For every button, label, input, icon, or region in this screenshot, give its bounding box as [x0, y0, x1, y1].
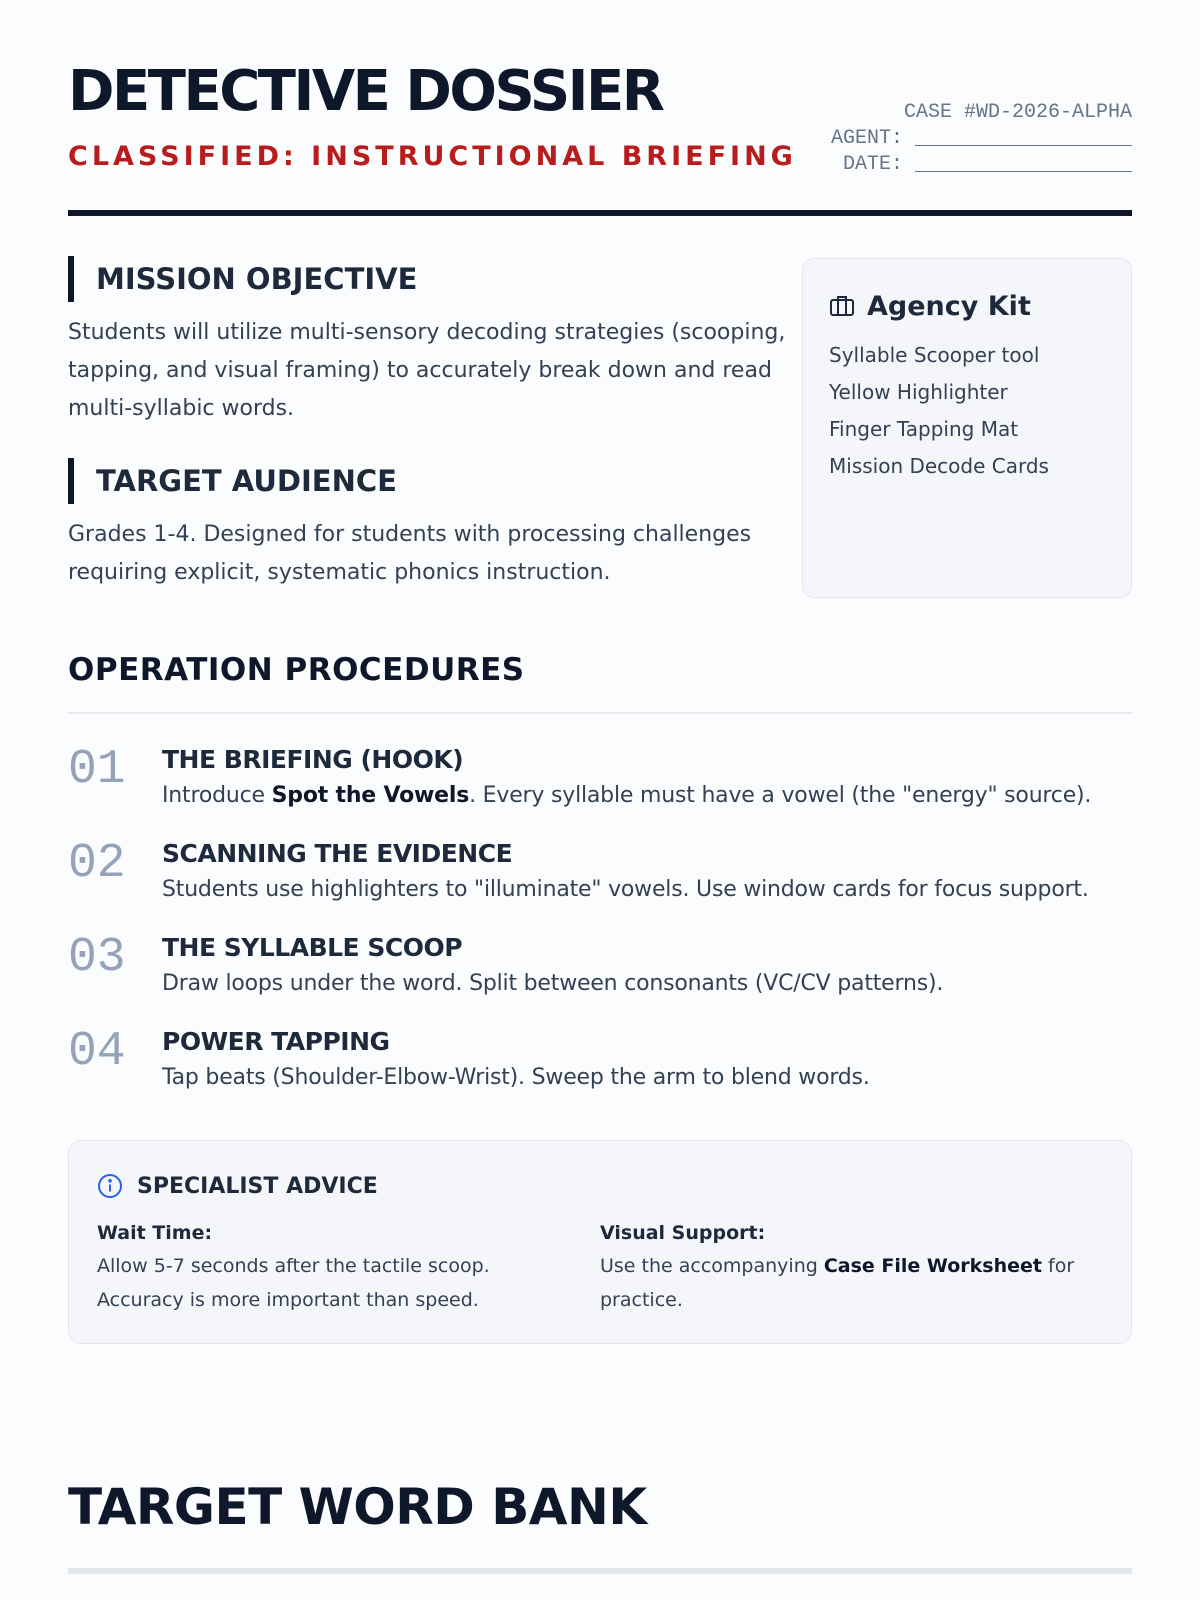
agent-blank-line: [915, 132, 1132, 146]
step-description: Draw loops under the word. Split between consonants (VC/CV patterns).: [162, 971, 944, 996]
word-bank-divider: [68, 1568, 1132, 1574]
mission-heading: MISSION OBJECTIVE: [68, 256, 417, 302]
step-title: SCANNING THE EVIDENCE: [162, 839, 513, 868]
kit-item: Finger Tapping Mat: [829, 417, 1019, 441]
header-divider: [68, 210, 1132, 216]
step-number: 04: [68, 1025, 126, 1079]
procedure-step: [68, 742, 1132, 836]
info-icon: [97, 1173, 123, 1199]
agent-field: [822, 126, 1132, 152]
case-info: [822, 100, 1132, 178]
step-description: Students use highlighters to "illuminate" vowels. Use window cards for focus support.: [162, 877, 1089, 902]
audience-heading: TARGET AUDIENCE: [68, 458, 397, 504]
page-subtitle: CLASSIFIED: INSTRUCTIONAL BRIEFING: [68, 141, 797, 172]
briefcase-icon: [829, 294, 855, 318]
dossier-header: [68, 0, 1132, 218]
visual-support-text: Use the accompanying Case File Worksheet for practice.: [600, 1255, 1075, 1311]
wait-time-text: Allow 5-7 seconds after the tactile scoop. Accuracy is more important than speed.: [97, 1255, 490, 1311]
agency-kit-card: [802, 258, 1132, 598]
procedure-step: [68, 836, 1132, 930]
visual-support-tip: [600, 1217, 1103, 1317]
step-title: THE SYLLABLE SCOOP: [162, 933, 463, 962]
procedure-step: [68, 930, 1132, 1024]
visual-support-label: Visual Support:: [600, 1222, 766, 1244]
procedure-steps: [68, 742, 1132, 1118]
wait-time-label: Wait Time:: [97, 1222, 213, 1244]
date-blank-line: [915, 158, 1132, 172]
step-description: Introduce Spot the Vowels. Every syllable must have a vowel (the "energy" source).: [162, 783, 1092, 808]
date-field: [822, 152, 1132, 178]
page-title: DETECTIVE DOSSIER: [68, 59, 663, 124]
specialist-advice-card: [68, 1140, 1132, 1344]
advice-columns: [97, 1217, 1103, 1317]
step-number: 03: [68, 931, 126, 985]
step-title: THE BRIEFING (HOOK): [162, 745, 464, 774]
step-description: Tap beats (Shoulder-Elbow-Wrist). Sweep the arm to blend words.: [162, 1065, 870, 1090]
word-bank-heading: TARGET WORD BANK: [68, 1478, 647, 1536]
advice-title: SPECIALIST ADVICE: [137, 1173, 378, 1199]
step-title: POWER TAPPING: [162, 1027, 390, 1056]
case-number: CASE #WD-2026-ALPHA: [903, 101, 1132, 124]
step-number: 02: [68, 837, 126, 891]
procedures-heading: OPERATION PROCEDURES: [68, 652, 525, 688]
procedures-divider: [68, 712, 1132, 714]
agent-label: AGENT:: [830, 127, 903, 150]
agency-kit-header: [829, 289, 1105, 323]
advice-header: [97, 1169, 1103, 1203]
overview-section: [68, 218, 1132, 618]
procedure-step: [68, 1024, 1132, 1118]
audience-text: Grades 1-4. Designed for students with processing challenges requiring explicit, systematic phonics instruction.: [68, 522, 752, 585]
date-label: DATE:: [842, 153, 903, 176]
step-number: 01: [68, 743, 126, 797]
wait-time-tip: [97, 1217, 600, 1317]
kit-item: Yellow Highlighter: [829, 380, 1008, 404]
agency-kit-title: Agency Kit: [867, 290, 1031, 322]
mission-text: Students will utilize multi-sensory decoding strategies (scooping, tapping, and visual framing) to accurately break down and read multi-syllabic words.: [68, 320, 786, 421]
kit-item: Syllable Scooper tool: [829, 343, 1040, 367]
kit-item: Mission Decode Cards: [829, 454, 1049, 478]
